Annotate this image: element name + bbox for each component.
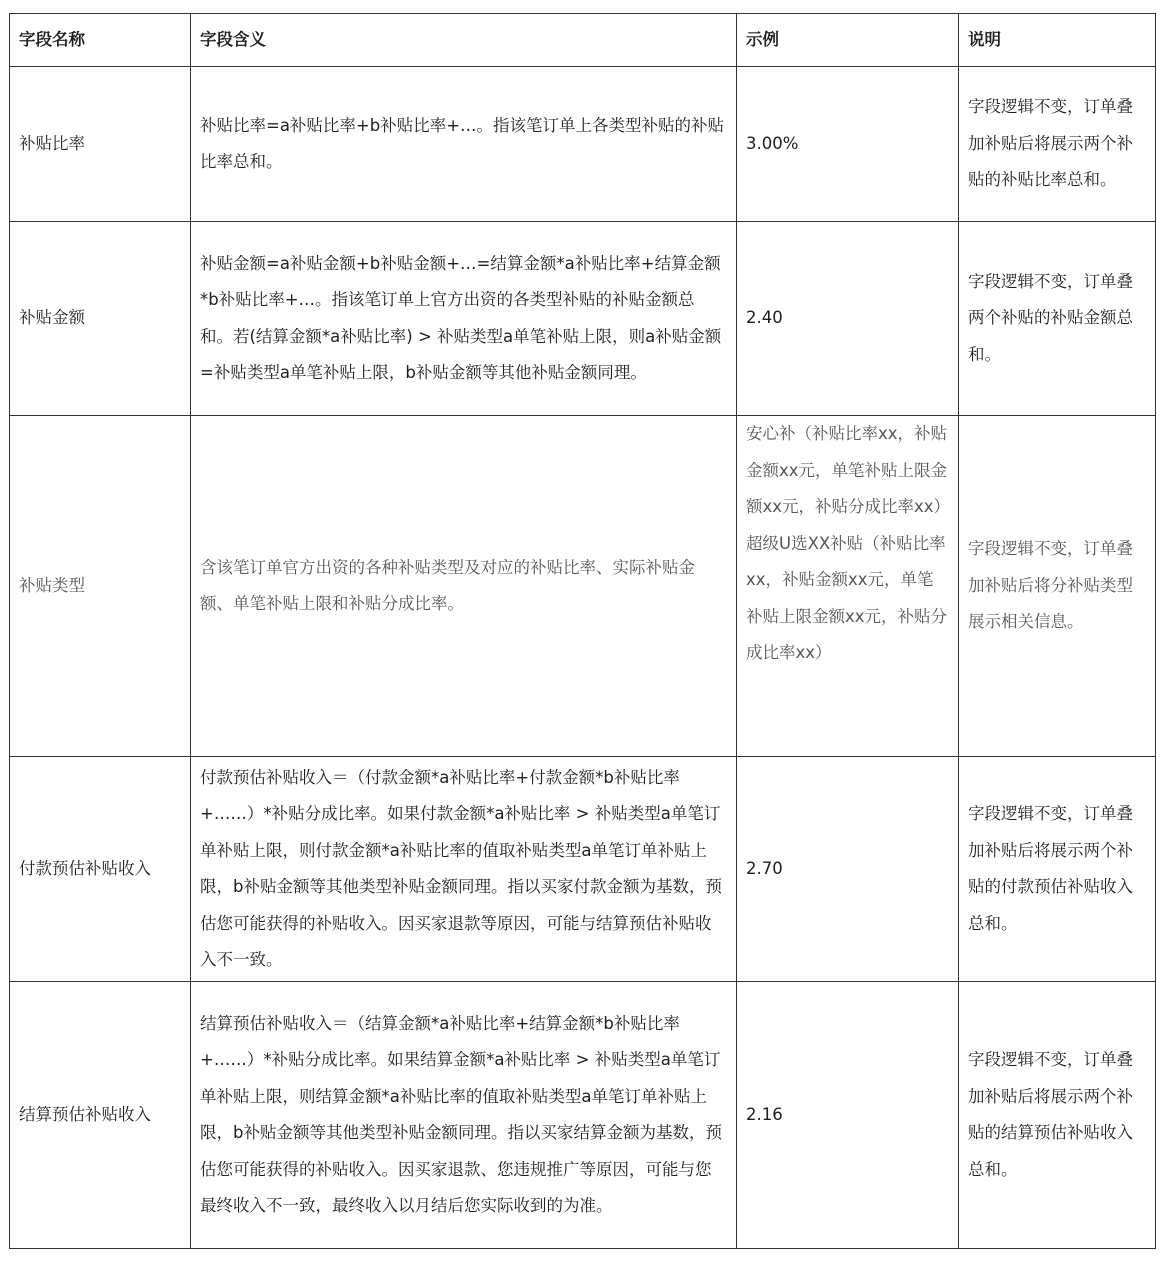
example-cell: 2.16	[737, 982, 959, 1249]
field-meaning-cell: 付款预估补贴收入＝（付款金额*a补贴比率+付款金额*b补贴比率+……）*补贴分成比率。如果付款金额*a补贴比率 > 补贴类型a单笔订单补贴上限，则付款金额*a补贴比率的值取补贴类型a单笔订单补贴上限，b补贴金额等其他类型补贴金额同理。指以买家付款金额为基数，预估您可能获得的补贴收入。因买家退款等原因，可能与结算预估补贴收入不一致。	[191, 757, 737, 982]
example-cell: 2.40	[737, 222, 959, 416]
field-name-cell: 付款预估补贴收入	[10, 757, 191, 982]
field-meaning-cell: 结算预估补贴收入＝（结算金额*a补贴比率+结算金额*b补贴比率+……）*补贴分成比率。如果结算金额*a补贴比率 > 补贴类型a单笔订单补贴上限，则结算金额*a补贴比率的值取补贴类型a单笔订单补贴上限，b补贴金额等其他类型补贴金额同理。指以买家结算金额为基数，预估您可能获得的补贴收入。因买家退款、您违规推广等原因，可能与您最终收入不一致，最终收入以月结后您实际收到的为准。	[191, 982, 737, 1249]
table-row	[10, 416, 1156, 757]
note-cell: 字段逻辑不变，订单叠加补贴后将分补贴类型展示相关信息。	[959, 416, 1156, 757]
header-field-name: 字段名称	[10, 14, 191, 67]
header-example: 示例	[737, 14, 959, 67]
field-meaning-cell: 补贴比率=a补贴比率+b补贴比率+…。指该笔订单上各类型补贴的补贴比率总和。	[191, 67, 737, 222]
field-name-cell: 补贴金额	[10, 222, 191, 416]
note-cell: 字段逻辑不变，订单叠加补贴后将展示两个补贴的付款预估补贴收入总和。	[959, 757, 1156, 982]
header-field-meaning: 字段含义	[191, 14, 737, 67]
example-line: 超级U选XX补贴（补贴比率xx，补贴金额xx元，单笔补贴上限金额xx元，补贴分成比率xx）	[746, 533, 948, 662]
field-meaning-cell: 补贴金额=a补贴金额+b补贴金额+…=结算金额*a补贴比率+结算金额*b补贴比率+…。指该笔订单上官方出资的各类型补贴的补贴金额总和。若(结算金额*a补贴比率) > 补贴类型a单笔补贴上限，则a补贴金额=补贴类型a单笔补贴上限，b补贴金额等其他补贴金额同理。	[191, 222, 737, 416]
table-row	[10, 757, 1156, 982]
table-row	[10, 67, 1156, 222]
example-line: 安心补（补贴比率xx，补贴金额xx元，单笔补贴上限金额xx元，补贴分成比率xx）	[746, 424, 951, 516]
field-name-cell: 补贴类型	[10, 416, 191, 757]
table-row	[10, 982, 1156, 1249]
field-name-cell: 结算预估补贴收入	[10, 982, 191, 1249]
example-cell: 3.00%	[737, 67, 959, 222]
table-row	[10, 222, 1156, 416]
note-cell: 字段逻辑不变，订单叠加补贴后将展示两个补贴的补贴比率总和。	[959, 67, 1156, 222]
note-cell: 字段逻辑不变，订单叠两个补贴的补贴金额总和。	[959, 222, 1156, 416]
example-cell	[737, 416, 959, 757]
example-cell: 2.70	[737, 757, 959, 982]
header-note: 说明	[959, 14, 1156, 67]
table-header-row	[10, 14, 1156, 67]
field-name-cell: 补贴比率	[10, 67, 191, 222]
note-cell: 字段逻辑不变，订单叠加补贴后将展示两个补贴的结算预估补贴收入总和。	[959, 982, 1156, 1249]
field-meaning-cell: 含该笔订单官方出资的各种补贴类型及对应的补贴比率、实际补贴金额、单笔补贴上限和补贴分成比率。	[191, 416, 737, 757]
field-definition-table	[9, 13, 1156, 1249]
